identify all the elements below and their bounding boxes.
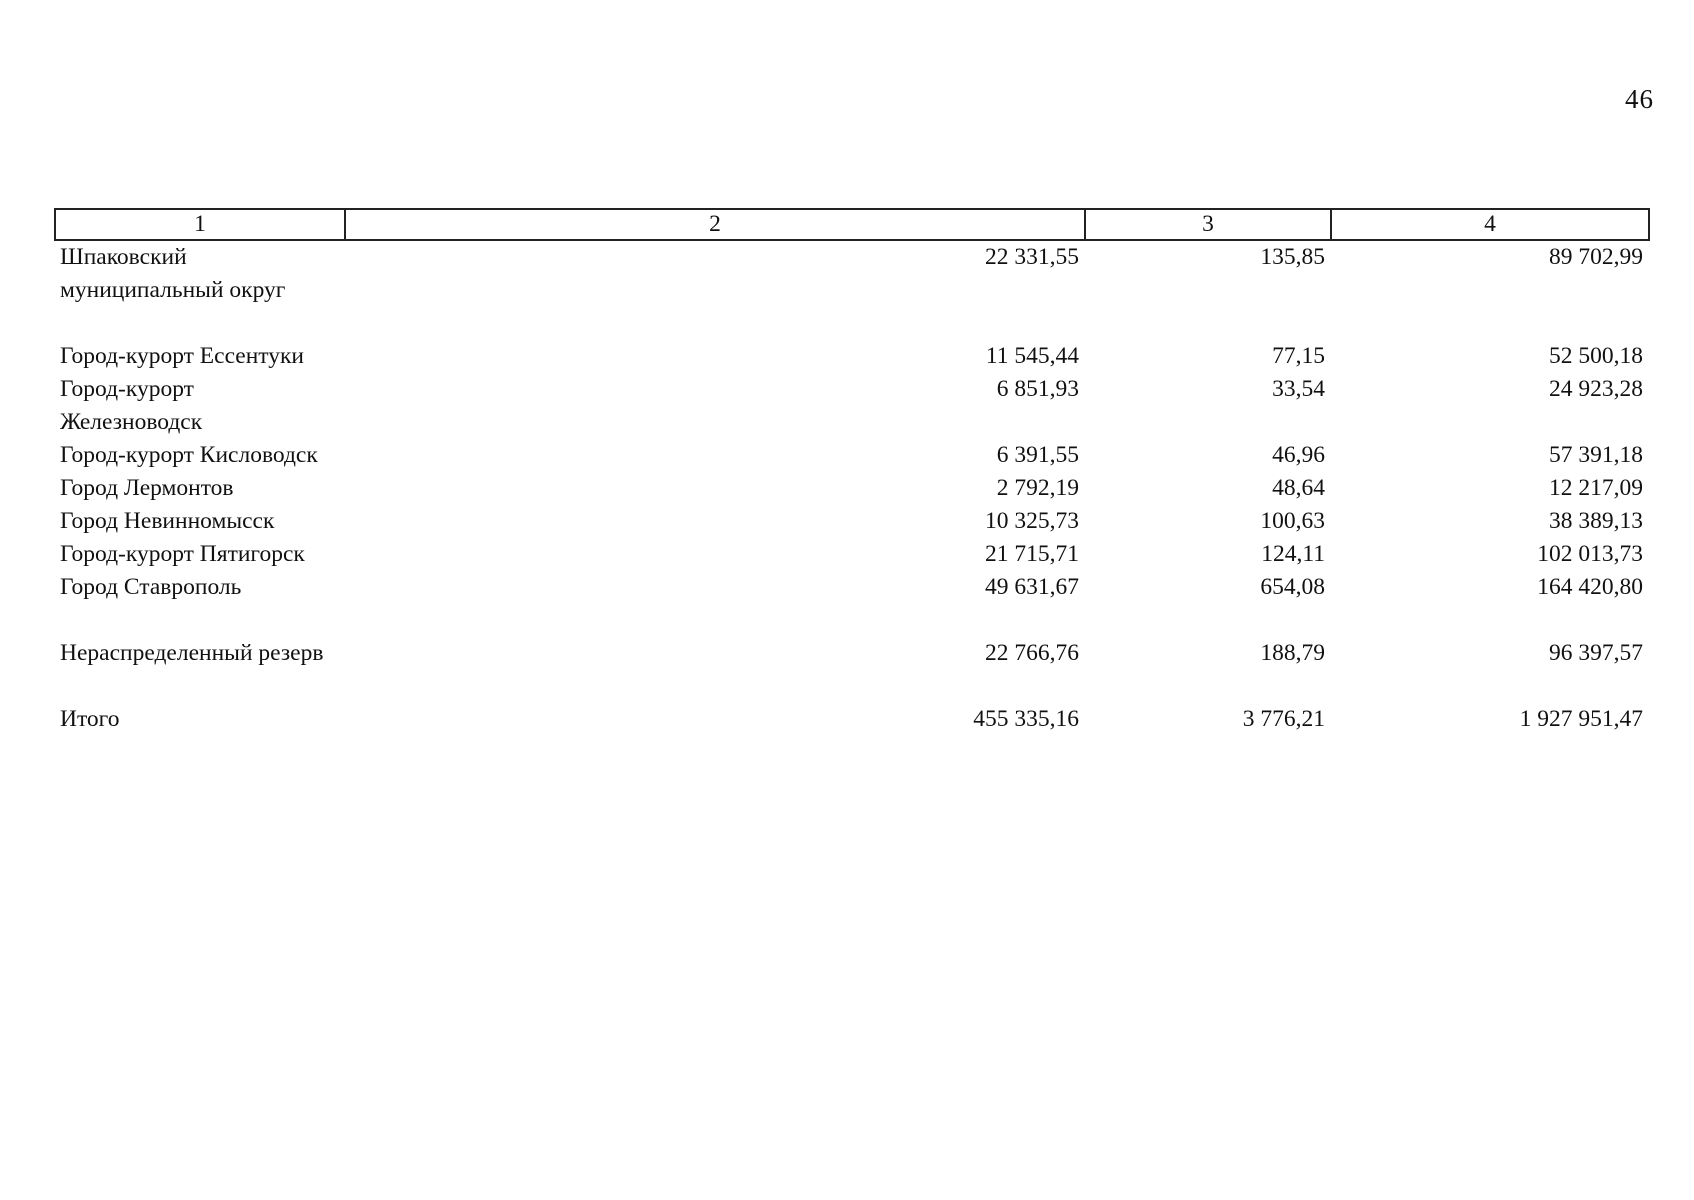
- column-header-2: 2: [345, 209, 1085, 240]
- table-row: [55, 340, 1649, 373]
- row-value-col4: 57 391,18: [1549, 442, 1643, 468]
- row-value-col2: 2 792,19: [996, 475, 1079, 501]
- row-value-col4: 1 927 951,47: [1519, 706, 1643, 732]
- row-value-col3: 135,85: [1260, 244, 1325, 270]
- table-row: [55, 439, 1649, 472]
- row-value-col2: 49 631,67: [985, 574, 1079, 600]
- column-header-1: 1: [55, 209, 345, 240]
- table-row-total: [55, 703, 1649, 736]
- row-value-col4: 89 702,99: [1549, 244, 1643, 270]
- table-row: [55, 637, 1649, 703]
- row-value-col4: 102 013,73: [1537, 541, 1643, 567]
- row-value-col2: 10 325,73: [985, 508, 1079, 534]
- row-value-col2: 21 715,71: [985, 541, 1079, 567]
- row-value-col4: 12 217,09: [1549, 475, 1643, 501]
- row-name: Город-курорт Ессентуки: [60, 343, 305, 369]
- table-row: [55, 240, 1649, 340]
- row-value-col2: 11 545,44: [985, 343, 1079, 369]
- row-value-col4: 38 389,13: [1549, 508, 1643, 534]
- row-value-col3: 33,54: [1272, 376, 1325, 402]
- row-name: Город-курорт Железноводск: [60, 376, 203, 435]
- row-value-col3: 48,64: [1272, 475, 1325, 501]
- data-table: [54, 208, 1650, 736]
- row-value-col3: 3 776,21: [1242, 706, 1325, 732]
- table-body: [55, 240, 1649, 736]
- column-header-4: 4: [1331, 209, 1649, 240]
- column-header-3: 3: [1085, 209, 1331, 240]
- row-value-col4: 24 923,28: [1549, 376, 1643, 402]
- row-name: Шпаковский муниципальный округ: [60, 244, 286, 303]
- row-name: Город-курорт Пятигорск: [60, 541, 305, 567]
- row-value-col4: 164 420,80: [1537, 574, 1643, 600]
- row-value-col2: 6 391,55: [996, 442, 1079, 468]
- row-value-col3: 100,63: [1260, 508, 1325, 534]
- row-value-col3: 654,08: [1260, 574, 1325, 600]
- row-name: Город Лермонтов: [60, 475, 234, 501]
- table-row: [55, 538, 1649, 571]
- row-name: Город Ставрополь: [60, 574, 242, 600]
- row-value-col4: 96 397,57: [1549, 640, 1643, 666]
- row-value-col3: 77,15: [1272, 343, 1325, 369]
- table-header: [55, 209, 1649, 240]
- row-value-col3: 124,11: [1261, 541, 1325, 567]
- row-value-col3: 46,96: [1272, 442, 1325, 468]
- row-value-col2: 455 335,16: [973, 706, 1079, 732]
- row-value-col2: 22 766,76: [985, 640, 1079, 666]
- row-name: Итого: [60, 706, 120, 732]
- page-number: 46: [1625, 84, 1654, 114]
- row-value-col4: 52 500,18: [1549, 343, 1643, 369]
- row-name: Город Невинномысск: [60, 508, 275, 534]
- row-value-col2: 6 851,93: [996, 376, 1079, 402]
- table-row: [55, 571, 1649, 637]
- row-name: Нераспределенный резерв: [60, 640, 324, 666]
- row-value-col3: 188,79: [1260, 640, 1325, 666]
- row-name: Город-курорт Кисловодск: [60, 442, 318, 468]
- table-row: [55, 472, 1649, 505]
- header-row: [55, 209, 1649, 240]
- table-row: [55, 373, 1649, 439]
- row-value-col2: 22 331,55: [985, 244, 1079, 270]
- table-row: [55, 505, 1649, 538]
